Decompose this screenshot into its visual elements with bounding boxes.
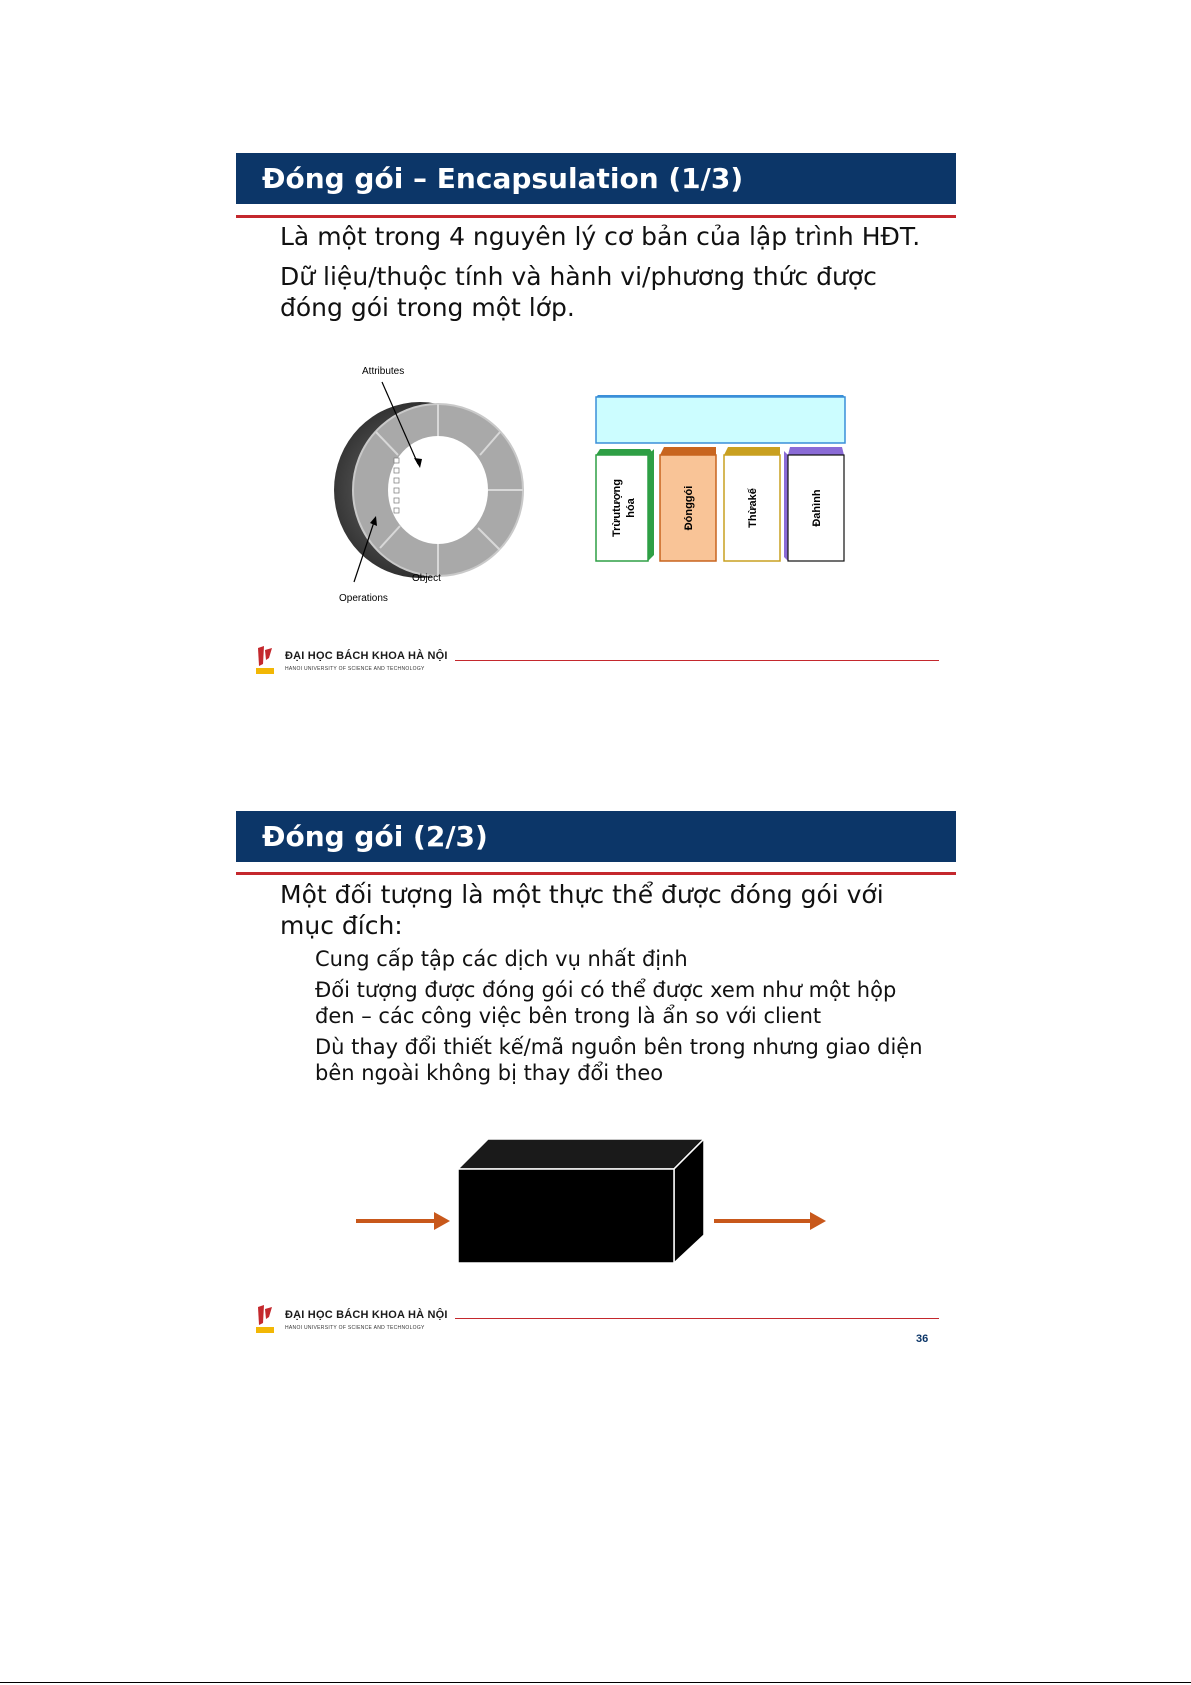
slide-1-title: Đóng gói – Encapsulation (1/3): [236, 153, 956, 204]
footer-university: ĐẠI HỌC BÁCH KHOA HÀ NỘI: [285, 650, 448, 662]
input-arrow: [356, 1212, 450, 1230]
label-operations: Operations: [339, 593, 388, 604]
footer-university: ĐẠI HỌC BÁCH KHOA HÀ NỘI: [285, 1309, 448, 1321]
page-bottom-rule: [0, 1682, 1191, 1683]
black-box-diagram: [350, 1135, 840, 1270]
box-front: [458, 1169, 674, 1263]
bullet-data-behavior-2: đóng gói trong một lớp.: [280, 293, 575, 322]
sub-bullet-interface-1: Dù thay đổi thiết kế/mã nguồn bên trong nhưng giao diện: [315, 1035, 923, 1059]
sub-bullet-blackbox-2: đen – các công việc bên trong là ẩn so với client: [315, 1004, 822, 1028]
bullet-principle: Là một trong 4 nguyên lý cơ bản của lập trình HĐT.: [280, 222, 921, 251]
pillar-polymorphism-label: Đahình: [811, 489, 823, 527]
bullet-object-entity-2: mục đích:: [280, 911, 403, 940]
footer-university-en: HANOI UNIVERSITY OF SCIENCE AND TECHNOLOGY: [285, 666, 425, 672]
pillar-encapsulation-label: Đónggói: [683, 485, 695, 531]
footer-rule: [455, 1318, 939, 1319]
sub-bullet-interface-2: bên ngoài không bị thay đổi theo: [315, 1061, 664, 1085]
bullet-data-behavior-1: Dữ liệu/thuộc tính và hành vi/phương thức được: [280, 262, 877, 291]
box-top: [458, 1139, 704, 1169]
slide-2-title: Đóng gói (2/3): [236, 811, 956, 862]
footer-university-en: HANOI UNIVERSITY OF SCIENCE AND TECHNOLOGY: [285, 1325, 425, 1331]
pillar-abstraction-label-2: hóa: [625, 498, 637, 518]
bullet-object-entity-1: Một đối tượng là một thực thể được đóng gói với: [280, 880, 884, 909]
university-logo-icon: [254, 1303, 276, 1335]
label-object: Object: [412, 573, 441, 584]
label-attributes: Attributes: [362, 366, 405, 377]
pillar-inheritance-label: Thừakế: [747, 488, 759, 528]
sub-bullet-services: Cung cấp tập các dịch vụ nhất định: [315, 947, 688, 971]
pillar-abstraction-label-1: Trừutượng: [611, 479, 623, 537]
output-arrow: [714, 1212, 826, 1230]
page-number: 36: [916, 1333, 929, 1345]
title-rule: [236, 872, 956, 875]
sub-bullet-blackbox-1: Đối tượng được đóng gói có thể được xem như một hộp: [315, 978, 897, 1002]
